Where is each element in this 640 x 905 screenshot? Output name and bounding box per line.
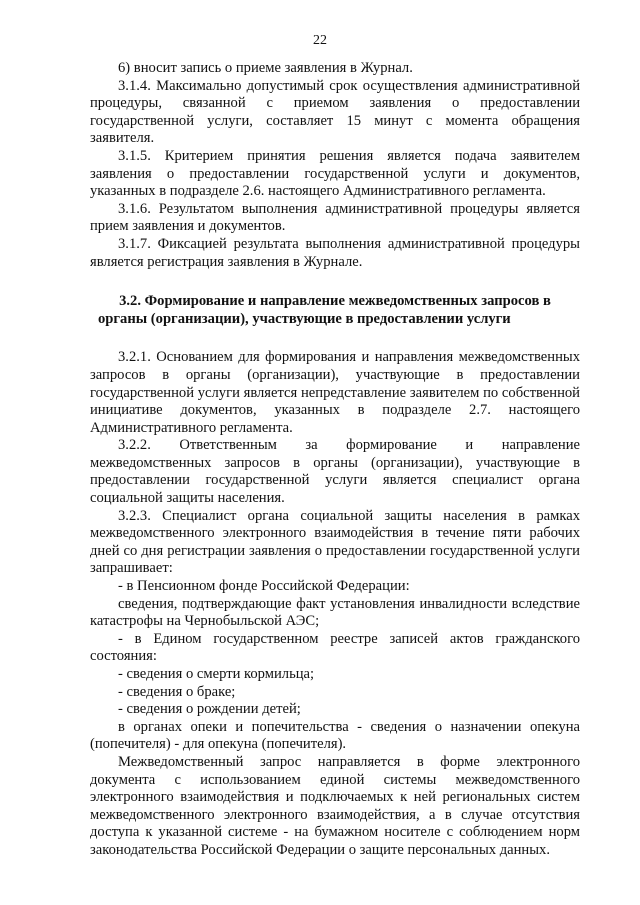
list-item-disability-info: сведения, подтверждающие факт установления инвалидности вследствие катастрофы на Чернобыльской АЭС; — [90, 595, 580, 630]
list-item-breadwinner-death: - сведения о смерти кормильца; — [118, 666, 315, 682]
paragraph-3-1-6: 3.1.6. Результатом выполнения административной процедуры является прием заявления и документов. — [90, 200, 580, 235]
paragraph-3-1-5: 3.1.5. Критерием принятия решения является подача заявителем заявления о предоставлении государственной услуги и документов, указанных в подразделе 2.6. настоящего Административного регламента. — [90, 147, 580, 200]
section-heading-3-2: 3.2. Формирование и направление межведомственных запросов в органы (организации), участвующие в предоставлении услуги — [98, 293, 551, 327]
page-number: 22 — [313, 33, 327, 48]
list-item-pension-fund: - в Пенсионном фонде Российской Федерации: — [118, 578, 410, 595]
paragraph-3-2-1: 3.2.1. Основанием для формирования и направления межведомственных запросов в органы (организации), участвующие в предоставлении государственной услуги является непредставление заявителем по собственной инициативе документов, указанных в подразделе 2.7. настоящего Административного регламента. — [90, 349, 580, 436]
list-item-civil-registry: - в Едином государственном реестре записей актов гражданского состояния: — [90, 630, 580, 665]
paragraph-3-2-2: 3.2.2. Ответственным за формирование и направление межведомственных запросов в органы (организации), участвующие в предоставлении государственной услуги является специалист органа социальной защиты населения. — [90, 437, 580, 507]
paragraph-journal-entry: 6) вносит запись о приеме заявления в Журнал. — [118, 60, 413, 76]
document-body — [90, 60, 580, 860]
list-item-marriage: - сведения о браке; — [118, 683, 236, 700]
paragraph-3-1-4: 3.1.4. Максимально допустимый срок осуществления административной процедуры, связанной с приемом заявления о предоставлении государственной услуги, составляет 15 минут с момента обращения заявителя. — [90, 77, 580, 147]
paragraph-interagency-request: Межведомственный запрос направляется в форме электронного документа с использованием единой системы межведомственного электронного взаимодействия и подключаемых к ней региональных систем межведомственного электронного взаимодействия, а в случае отсутствия доступа к указанной системе - на бумажном носителе с соблюдением норм законодательства Российской Федерации о защите персональных данных. — [90, 753, 580, 858]
paragraph-3-1-7: 3.1.7. Фиксацией результата выполнения административной процедуры является регистрация заявления в Журнале. — [90, 235, 580, 270]
list-item-children-birth: - сведения о рождении детей; — [118, 701, 301, 718]
list-item-guardianship: в органах опеки и попечительства - сведения о назначении опекуна (попечителя) - для опекуна (попечителя). — [90, 718, 580, 753]
paragraph-3-2-3: 3.2.3. Специалист органа социальной защиты населения в рамках межведомственного электронного взаимодействия в течение пяти рабочих дней со дня регистрации заявления о предоставлении государственной услуги запрашивает: — [90, 507, 580, 577]
